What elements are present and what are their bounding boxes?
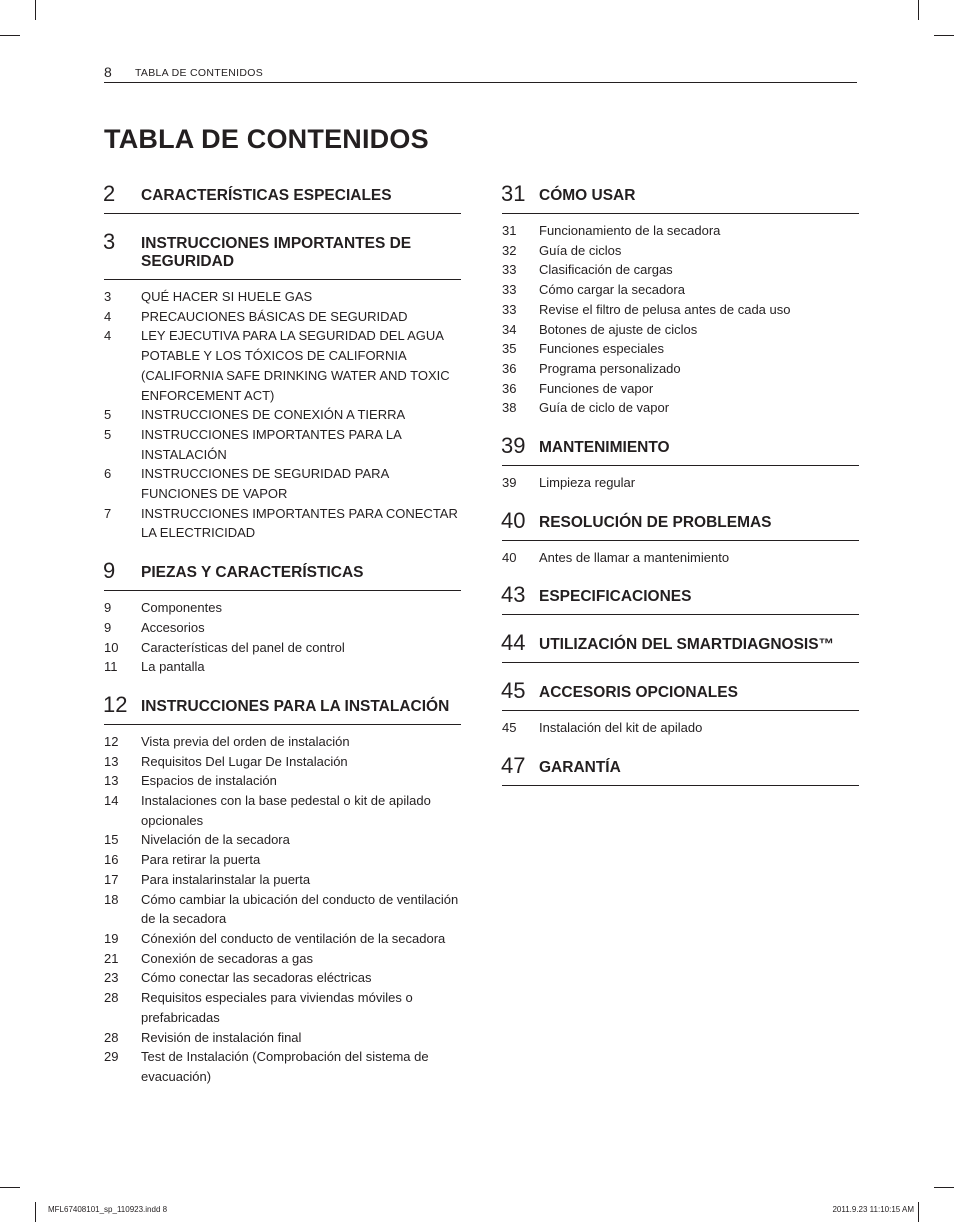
toc-section: [501, 433, 859, 493]
toc-entry-list: [104, 732, 461, 1087]
crop-mark: [35, 1202, 36, 1222]
toc-section: [501, 507, 859, 568]
section-title: GARANTÍA: [539, 759, 621, 777]
toc-section: [103, 558, 461, 677]
toc-entry-list: [502, 473, 859, 493]
section-title: ACCESORIS OPCIONALES: [539, 684, 738, 702]
entry-text: Conexión de secadoras a gas: [141, 950, 314, 966]
toc-section-heading[interactable]: [103, 181, 461, 214]
entry-text: Programa personalizado: [539, 360, 681, 376]
toc-left-column: [103, 181, 461, 1105]
entry-page-number: 5: [104, 426, 112, 442]
toc-entry[interactable]: [104, 890, 461, 929]
entry-page-number: 33: [502, 262, 517, 278]
entry-page-number: 7: [104, 505, 112, 521]
toc-entry-list: [502, 221, 859, 418]
toc-entry[interactable]: [502, 339, 859, 359]
toc-right-column: [501, 181, 859, 804]
entry-page-number: 9: [104, 600, 112, 616]
toc-entry[interactable]: [104, 657, 461, 677]
toc-section-heading[interactable]: [103, 558, 461, 591]
entry-page-number: 33: [502, 301, 517, 317]
toc-entry[interactable]: [502, 398, 859, 418]
toc-entry[interactable]: [104, 618, 461, 638]
toc-section: [103, 691, 461, 1087]
entry-page-number: 13: [104, 753, 119, 769]
section-title: CÓMO USAR: [539, 187, 636, 204]
toc-entry[interactable]: [104, 929, 461, 949]
entry-text: Cómo conectar las secadoras eléctricas: [141, 970, 372, 986]
toc-entry[interactable]: [104, 870, 461, 890]
toc-entry[interactable]: [104, 791, 461, 830]
toc-entry[interactable]: [502, 379, 859, 399]
entry-text: Para retirar la puerta: [141, 852, 261, 868]
entry-page-number: 31: [502, 223, 517, 238]
toc-entry[interactable]: [104, 287, 461, 307]
toc-entry[interactable]: [104, 405, 461, 425]
entry-text: Para instalarinstalar la puerta: [141, 871, 311, 887]
toc-entry[interactable]: [104, 732, 461, 752]
entry-text: Guía de ciclos: [539, 242, 622, 258]
entry-text: Funciones especiales: [539, 341, 665, 357]
entry-page-number: 12: [104, 733, 119, 749]
toc-entry[interactable]: [104, 1047, 461, 1086]
crop-mark: [934, 35, 954, 36]
entry-page-number: 35: [502, 341, 517, 357]
entry-page-number: 17: [104, 871, 119, 887]
entry-text: Funciones de vapor: [539, 380, 654, 396]
toc-entry[interactable]: [104, 464, 461, 503]
entry-page-number: 14: [104, 793, 119, 809]
entry-text: INSTRUCCIONES IMPORTANTES PARA CONECTAR LA ELECTRICIDAD: [141, 505, 458, 541]
footer-timestamp: 2011.9.23 11:10:15 AM: [832, 1205, 914, 1214]
entry-text: Cómo cambiar la ubicación del conducto de ventilación de la secadora: [141, 891, 459, 927]
header-rule: [104, 82, 857, 83]
entry-text: Accesorios: [141, 619, 205, 635]
section-title: ESPECIFICACIONES: [539, 588, 692, 606]
toc-entry[interactable]: [502, 359, 859, 379]
entry-page-number: 19: [104, 930, 119, 946]
section-title: RESOLUCIÓN DE PROBLEMAS: [539, 513, 772, 531]
section-page-number: 39: [501, 433, 526, 459]
toc-entry[interactable]: [104, 425, 461, 464]
entry-page-number: 28: [104, 1029, 119, 1045]
entry-page-number: 38: [502, 400, 517, 416]
toc-section-heading[interactable]: [103, 229, 461, 280]
toc-entry[interactable]: [104, 504, 461, 543]
toc-section-heading[interactable]: [501, 433, 859, 466]
toc-section: [501, 678, 859, 738]
entry-page-number: 39: [502, 475, 517, 491]
entry-page-number: 18: [104, 891, 119, 907]
entry-text: PRECAUCIONES BÁSICAS DE SEGURIDAD: [141, 308, 408, 324]
section-page-number: 2: [103, 181, 116, 206]
toc-section: [501, 582, 859, 615]
entry-page-number: 10: [104, 639, 119, 655]
toc-entry[interactable]: [104, 307, 461, 327]
entry-page-number: 36: [502, 360, 517, 376]
toc-section-heading[interactable]: [501, 678, 859, 711]
toc-entry[interactable]: [502, 320, 859, 340]
section-page-number: 47: [501, 753, 526, 779]
toc-entry[interactable]: [104, 968, 461, 988]
toc-section: [103, 181, 461, 214]
entry-text: Nivelación de la secadora: [141, 832, 290, 848]
entry-page-number: 11: [104, 659, 118, 675]
page-number: 8: [104, 64, 112, 80]
entry-page-number: 28: [104, 990, 119, 1006]
entry-text: Revise el filtro de pelusa antes de cada uso: [539, 301, 791, 317]
entry-page-number: 4: [104, 308, 112, 324]
section-page-number: 43: [501, 582, 526, 608]
toc-entry[interactable]: [104, 988, 461, 1027]
entry-text: Cónexión del conducto de ventilación de la secadora: [141, 930, 446, 946]
entry-page-number: 4: [104, 328, 112, 344]
running-header: TABLA DE CONTENIDOS: [135, 67, 264, 79]
entry-text: INSTRUCCIONES IMPORTANTES PARA LA INSTALACIÓN: [141, 426, 402, 462]
toc-entry[interactable]: [104, 326, 461, 405]
entry-text: INSTRUCCIONES DE SEGURIDAD PARA FUNCIONES DE VAPOR: [141, 466, 389, 502]
section-title: MANTENIMIENTO: [539, 439, 670, 457]
toc-entry[interactable]: [104, 752, 461, 772]
entry-page-number: 32: [502, 242, 517, 258]
crop-mark: [918, 1202, 919, 1222]
toc-entry[interactable]: [502, 718, 859, 738]
section-page-number: 40: [501, 507, 526, 533]
toc-entry-list: [104, 598, 461, 677]
section-page-number: 45: [501, 678, 526, 704]
section-title: PIEZAS Y CARACTERÍSTICAS: [141, 564, 364, 582]
entry-page-number: 29: [104, 1049, 119, 1065]
toc-entry[interactable]: [502, 473, 859, 493]
toc-entry[interactable]: [502, 241, 859, 261]
crop-mark: [918, 0, 919, 20]
toc-section-heading[interactable]: [501, 630, 859, 663]
entry-text: Clasificación de cargas: [539, 262, 673, 278]
toc-section-heading[interactable]: [501, 507, 859, 541]
toc-entry[interactable]: [104, 638, 461, 658]
crop-mark: [0, 35, 20, 36]
entry-text: Instalación del kit de apilado: [539, 720, 703, 736]
section-title: CARACTERÍSTICAS ESPECIALES: [141, 187, 392, 204]
entry-text: Requisitos especiales para viviendas móviles o prefabricadas: [141, 990, 413, 1025]
crop-mark: [0, 1187, 20, 1188]
page-title: TABLA DE CONTENIDOS: [104, 124, 429, 154]
entry-text: Instalaciones con la base pedestal o kit de apilado opcionales: [141, 793, 431, 828]
toc-entry[interactable]: [502, 221, 859, 241]
section-page-number: 44: [501, 630, 526, 656]
entry-text: La pantalla: [141, 659, 205, 675]
entry-page-number: 9: [104, 619, 112, 635]
entry-text: Vista previa del orden de instalación: [141, 733, 350, 749]
toc-entry-list: [104, 287, 461, 543]
entry-text: Requisitos Del Lugar De Instalación: [141, 753, 348, 769]
section-page-number: 9: [103, 558, 116, 584]
entry-text: QUÉ HACER SI HUELE GAS: [141, 289, 313, 304]
toc-section-heading[interactable]: [501, 582, 859, 615]
entry-page-number: 16: [104, 852, 119, 868]
toc-entry[interactable]: [104, 850, 461, 870]
entry-text: Test de Instalación (Comprobación del sistema de evacuación): [141, 1049, 429, 1084]
entry-page-number: 5: [104, 407, 112, 423]
toc-section: [501, 630, 859, 663]
section-page-number: 12: [103, 691, 128, 717]
toc-section: [103, 229, 461, 543]
section-page-number: 31: [501, 181, 526, 206]
toc-entry[interactable]: [502, 300, 859, 320]
crop-mark: [35, 0, 36, 20]
entry-text: INSTRUCCIONES DE CONEXIÓN A TIERRA: [141, 407, 406, 423]
crop-mark: [934, 1187, 954, 1188]
entry-text: Funcionamiento de la secadora: [539, 223, 721, 238]
entry-page-number: 23: [104, 970, 119, 986]
entry-page-number: 21: [104, 950, 119, 966]
toc-entry[interactable]: [104, 598, 461, 618]
toc-entry-list: [502, 548, 859, 568]
entry-page-number: 13: [104, 773, 119, 789]
entry-text: Limpieza regular: [539, 475, 636, 491]
entry-page-number: 6: [104, 466, 112, 482]
entry-text: Espacios de instalación: [141, 773, 277, 789]
toc-section-heading[interactable]: [501, 181, 859, 214]
entry-text: Características del panel de control: [141, 639, 345, 655]
entry-page-number: 36: [502, 380, 517, 396]
toc-entry[interactable]: [104, 949, 461, 969]
entry-text: Botones de ajuste de ciclos: [539, 321, 698, 337]
toc-entry[interactable]: [104, 1028, 461, 1048]
toc-entry[interactable]: [502, 548, 859, 568]
entry-page-number: 33: [502, 282, 517, 298]
section-page-number: 3: [103, 229, 116, 254]
section-title: INSTRUCCIONES IMPORTANTES DE SEGURIDAD: [141, 235, 412, 270]
entry-page-number: 15: [104, 832, 119, 848]
entry-text: Cómo cargar la secadora: [539, 282, 685, 298]
toc-section-heading[interactable]: [103, 691, 461, 725]
entry-text: LEY EJECUTIVA PARA LA SEGURIDAD DEL AGUA POTABLE Y LOS TÓXICOS DE CALIFORNIA (CALIFORNIA SAFE DRINKING WATER AND TOXIC ENFORCEMENT ACT): [141, 328, 450, 403]
toc-entry[interactable]: [502, 260, 859, 280]
toc-entry[interactable]: [104, 771, 461, 791]
entry-text: Guía de ciclo de vapor: [539, 400, 670, 416]
entry-text: Antes de llamar a mantenimiento: [539, 549, 730, 565]
entry-page-number: 40: [502, 549, 517, 565]
section-title: UTILIZACIÓN DEL SMARTDIAGNOSIS™: [539, 636, 835, 654]
entry-page-number: 3: [104, 289, 112, 304]
entry-text: Componentes: [141, 600, 222, 616]
entry-page-number: 45: [502, 720, 517, 736]
toc-entry[interactable]: [104, 830, 461, 850]
toc-section-heading[interactable]: [501, 753, 859, 786]
footer-file-info: MFL67408101_sp_110923.indd 8: [48, 1205, 168, 1214]
toc-section: [501, 753, 859, 786]
section-title: INSTRUCCIONES PARA LA INSTALACIÓN: [141, 697, 450, 715]
toc-section: [501, 181, 859, 418]
toc-entry[interactable]: [502, 280, 859, 300]
toc-entry-list: [502, 718, 859, 738]
entry-text: Revisión de instalación final: [141, 1029, 302, 1045]
entry-page-number: 34: [502, 321, 517, 337]
